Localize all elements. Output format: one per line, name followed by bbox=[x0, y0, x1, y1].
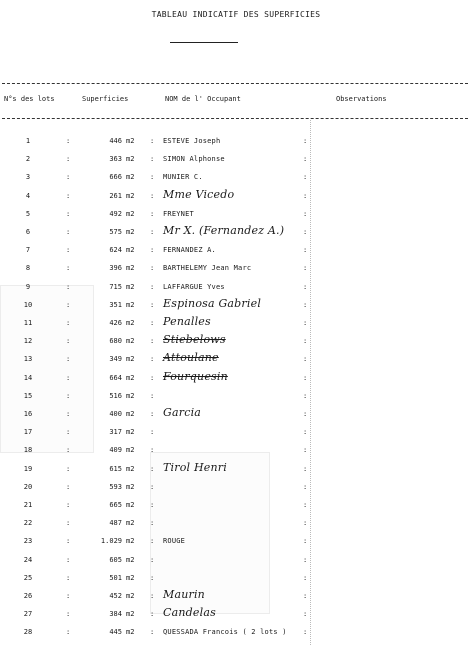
colon-separator: : bbox=[303, 155, 308, 164]
table-row bbox=[0, 606, 472, 628]
area-unit: m2 bbox=[126, 373, 135, 382]
area-unit: m2 bbox=[126, 519, 135, 528]
occupant-name: Tirol Henri bbox=[163, 460, 227, 474]
area-unit: m2 bbox=[126, 246, 135, 255]
lot-number: 2 bbox=[25, 155, 31, 164]
colon-separator: : bbox=[303, 446, 308, 455]
table-row bbox=[0, 501, 472, 519]
area-unit: m2 bbox=[126, 410, 135, 418]
colon-separator: : bbox=[150, 537, 155, 546]
colon-separator: : bbox=[303, 410, 308, 418]
colon-separator: : bbox=[150, 628, 155, 637]
occupant-name: ROUGE bbox=[163, 537, 186, 546]
title-underline bbox=[170, 42, 238, 43]
occupant-name: FERNANDEZ A. bbox=[163, 246, 216, 255]
colon-separator: : bbox=[66, 428, 71, 437]
area-unit: m2 bbox=[126, 282, 135, 291]
lot-area: 452 bbox=[109, 592, 122, 600]
colon-separator: : bbox=[66, 501, 71, 509]
colon-separator: : bbox=[66, 355, 71, 364]
area-unit: m2 bbox=[126, 137, 135, 145]
colon-separator: : bbox=[303, 628, 308, 637]
area-unit: m2 bbox=[126, 464, 135, 473]
area-unit: m2 bbox=[126, 355, 135, 364]
lot-number: 20 bbox=[23, 482, 33, 491]
lot-number: 26 bbox=[23, 592, 33, 600]
colon-separator: : bbox=[303, 537, 308, 546]
table-row bbox=[0, 296, 472, 319]
lot-number: 3 bbox=[25, 173, 31, 182]
header-surface: Superficies bbox=[82, 95, 129, 103]
occupant-name: Mme Vicedo bbox=[163, 187, 235, 201]
table-row bbox=[0, 246, 472, 264]
colon-separator: : bbox=[150, 373, 155, 382]
lot-area: 516 bbox=[109, 391, 122, 400]
table-row bbox=[0, 460, 472, 483]
lot-number: 12 bbox=[23, 337, 33, 346]
lot-area: 351 bbox=[109, 300, 122, 309]
lot-number: 24 bbox=[23, 555, 33, 564]
lot-number: 11 bbox=[23, 319, 33, 327]
table-row bbox=[0, 428, 472, 446]
lot-number: 14 bbox=[23, 373, 33, 382]
area-unit: m2 bbox=[126, 300, 135, 309]
area-unit: m2 bbox=[126, 155, 135, 164]
lot-number: 1 bbox=[25, 137, 31, 145]
colon-separator: : bbox=[66, 228, 71, 236]
occupant-name: Maurin bbox=[163, 588, 205, 601]
table-row bbox=[0, 556, 472, 574]
colon-separator: : bbox=[66, 137, 71, 145]
colon-separator: : bbox=[150, 482, 155, 491]
occupant-name: SIMON Alphonse bbox=[163, 155, 225, 164]
area-unit: m2 bbox=[126, 209, 135, 218]
area-unit: m2 bbox=[126, 264, 135, 273]
colon-separator: : bbox=[303, 246, 308, 255]
occupant-name: LAFFARGUE Yves bbox=[163, 282, 225, 291]
area-unit: m2 bbox=[126, 537, 135, 546]
lot-area: 396 bbox=[109, 264, 122, 273]
table-row bbox=[0, 588, 472, 610]
occupant-name: Mr X. (Fernandez A.) bbox=[163, 224, 285, 237]
colon-separator: : bbox=[150, 391, 155, 400]
colon-separator: : bbox=[303, 282, 308, 291]
lot-number: 6 bbox=[25, 228, 31, 236]
colon-separator: : bbox=[66, 373, 71, 382]
colon-separator: : bbox=[303, 337, 308, 346]
header-observations: Observations bbox=[336, 95, 387, 103]
lot-number: 22 bbox=[23, 519, 33, 528]
lot-area: 317 bbox=[109, 428, 122, 437]
colon-separator: : bbox=[150, 228, 155, 236]
lot-number: 4 bbox=[25, 191, 31, 200]
colon-separator: : bbox=[303, 264, 308, 273]
occupant-name: Stiebelows bbox=[163, 333, 226, 347]
colon-separator: : bbox=[66, 246, 71, 255]
colon-separator: : bbox=[303, 191, 308, 200]
occupant-name: Espinosa Gabriel bbox=[163, 296, 262, 310]
colon-separator: : bbox=[66, 173, 71, 182]
occupant-name: Attoulane bbox=[163, 351, 219, 365]
colon-separator: : bbox=[66, 519, 71, 528]
colon-separator: : bbox=[150, 555, 155, 564]
lot-area: 665 bbox=[109, 501, 122, 509]
lot-area: 487 bbox=[109, 519, 122, 528]
colon-separator: : bbox=[150, 173, 155, 182]
colon-separator: : bbox=[66, 209, 71, 218]
colon-separator: : bbox=[66, 191, 71, 200]
table-row bbox=[0, 369, 472, 392]
lot-area: 363 bbox=[109, 155, 122, 164]
lot-number: 25 bbox=[23, 573, 33, 582]
table-row bbox=[0, 392, 472, 410]
area-unit: m2 bbox=[126, 555, 135, 564]
lot-area: 445 bbox=[109, 628, 122, 637]
colon-separator: : bbox=[66, 573, 71, 582]
colon-separator: : bbox=[303, 573, 308, 582]
lot-area: 666 bbox=[109, 173, 122, 182]
lot-number: 23 bbox=[23, 537, 33, 546]
colon-separator: : bbox=[303, 428, 308, 437]
lot-area: 349 bbox=[109, 355, 122, 364]
occupant-name: Garcia bbox=[163, 406, 202, 419]
colon-separator: : bbox=[66, 482, 71, 491]
area-unit: m2 bbox=[126, 173, 135, 182]
table-row bbox=[0, 351, 472, 373]
occupant-name: Penalles bbox=[163, 315, 211, 328]
table-row bbox=[0, 574, 472, 592]
table-row bbox=[0, 264, 472, 282]
lot-number: 19 bbox=[23, 464, 33, 473]
area-unit: m2 bbox=[126, 228, 135, 236]
lot-area: 680 bbox=[109, 337, 122, 346]
header-bottom-rule bbox=[2, 118, 468, 119]
colon-separator: : bbox=[66, 464, 71, 473]
colon-separator: : bbox=[66, 319, 71, 327]
table-row bbox=[0, 224, 472, 246]
colon-separator: : bbox=[150, 446, 155, 455]
lot-area: 261 bbox=[109, 191, 122, 200]
colon-separator: : bbox=[150, 282, 155, 291]
colon-separator: : bbox=[303, 319, 308, 327]
colon-separator: : bbox=[150, 137, 155, 145]
colon-separator: : bbox=[150, 592, 155, 600]
colon-separator: : bbox=[150, 264, 155, 273]
area-unit: m2 bbox=[126, 337, 135, 346]
lot-number: 18 bbox=[23, 446, 33, 455]
colon-separator: : bbox=[150, 319, 155, 327]
colon-separator: : bbox=[303, 610, 308, 619]
lot-number: 8 bbox=[25, 264, 31, 273]
lot-number: 17 bbox=[23, 428, 33, 437]
colon-separator: : bbox=[150, 519, 155, 528]
colon-separator: : bbox=[66, 300, 71, 309]
colon-separator: : bbox=[303, 464, 308, 473]
table-row bbox=[0, 333, 472, 355]
table-row bbox=[0, 315, 472, 337]
colon-separator: : bbox=[150, 337, 155, 346]
lot-area: 593 bbox=[109, 482, 122, 491]
colon-separator: : bbox=[66, 610, 71, 619]
colon-separator: : bbox=[66, 337, 71, 346]
table-row bbox=[0, 187, 472, 210]
colon-separator: : bbox=[303, 209, 308, 218]
area-unit: m2 bbox=[126, 446, 135, 455]
colon-separator: : bbox=[303, 373, 308, 382]
header-lots: N°s des lots bbox=[4, 95, 55, 103]
lot-number: 9 bbox=[25, 282, 31, 291]
colon-separator: : bbox=[66, 155, 71, 164]
colon-separator: : bbox=[150, 355, 155, 364]
header-occupant: NOM de l' Occupant bbox=[165, 95, 241, 103]
colon-separator: : bbox=[66, 282, 71, 291]
colon-separator: : bbox=[66, 264, 71, 273]
lot-number: 13 bbox=[23, 355, 33, 364]
area-unit: m2 bbox=[126, 592, 135, 600]
colon-separator: : bbox=[150, 155, 155, 164]
document-title: TABLEAU INDICATIF DES SUPERFICIES bbox=[151, 10, 321, 19]
lot-number: 28 bbox=[23, 628, 33, 637]
lot-number: 27 bbox=[23, 610, 33, 619]
lot-number: 16 bbox=[23, 410, 33, 418]
area-unit: m2 bbox=[126, 428, 135, 437]
colon-separator: : bbox=[66, 446, 71, 455]
lot-area: 446 bbox=[109, 137, 122, 145]
colon-separator: : bbox=[303, 519, 308, 528]
table-row bbox=[0, 155, 472, 173]
colon-separator: : bbox=[150, 428, 155, 437]
colon-separator: : bbox=[66, 410, 71, 418]
colon-separator: : bbox=[303, 555, 308, 564]
area-unit: m2 bbox=[126, 573, 135, 582]
colon-separator: : bbox=[150, 501, 155, 509]
lot-area: 492 bbox=[109, 209, 122, 218]
area-unit: m2 bbox=[126, 628, 135, 637]
table-row bbox=[0, 137, 472, 155]
occupant-name: MUNIER C. bbox=[163, 173, 203, 182]
occupant-name: QUESSADA Francois ( 2 lots ) bbox=[163, 628, 287, 637]
colon-separator: : bbox=[303, 391, 308, 400]
colon-separator: : bbox=[303, 228, 308, 236]
lot-number: 21 bbox=[23, 501, 33, 509]
table-top-rule bbox=[2, 83, 468, 84]
table-row bbox=[0, 173, 472, 191]
table-row bbox=[0, 483, 472, 501]
colon-separator: : bbox=[66, 628, 71, 637]
colon-separator: : bbox=[303, 355, 308, 364]
area-unit: m2 bbox=[126, 482, 135, 491]
lot-number: 10 bbox=[23, 300, 33, 309]
occupant-name: BARTHELEMY Jean Marc bbox=[163, 264, 252, 273]
table-row bbox=[0, 537, 472, 555]
lot-area: 605 bbox=[109, 555, 122, 564]
area-unit: m2 bbox=[126, 610, 135, 619]
occupant-name: ESTEVE Joseph bbox=[163, 137, 221, 145]
lot-area: 400 bbox=[109, 410, 122, 418]
colon-separator: : bbox=[303, 137, 308, 145]
occupant-name: FREYNET bbox=[163, 209, 194, 218]
table-row bbox=[0, 406, 472, 428]
lot-area: 664 bbox=[109, 373, 122, 382]
colon-separator: : bbox=[150, 300, 155, 309]
colon-separator: : bbox=[303, 482, 308, 491]
colon-separator: : bbox=[150, 246, 155, 255]
lot-area: 426 bbox=[109, 319, 122, 327]
occupant-name: Candelas bbox=[163, 606, 216, 620]
lot-number: 5 bbox=[25, 209, 31, 218]
lot-area: 1.029 bbox=[100, 537, 122, 546]
lot-area: 409 bbox=[109, 446, 122, 455]
lot-area: 615 bbox=[109, 464, 122, 473]
colon-separator: : bbox=[303, 501, 308, 509]
table-row bbox=[0, 519, 472, 537]
colon-separator: : bbox=[150, 410, 155, 418]
colon-separator: : bbox=[150, 573, 155, 582]
lot-area: 575 bbox=[109, 228, 122, 236]
occupant-name: Fourquesin bbox=[163, 369, 228, 383]
lot-number: 15 bbox=[23, 391, 33, 400]
colon-separator: : bbox=[66, 592, 71, 600]
colon-separator: : bbox=[303, 592, 308, 600]
table-row bbox=[0, 446, 472, 464]
table-row bbox=[0, 628, 472, 646]
lot-area: 501 bbox=[109, 573, 122, 582]
lot-area: 624 bbox=[109, 246, 122, 255]
colon-separator: : bbox=[303, 173, 308, 182]
area-unit: m2 bbox=[126, 319, 135, 327]
colon-separator: : bbox=[66, 537, 71, 546]
lot-area: 715 bbox=[109, 282, 122, 291]
colon-separator: : bbox=[150, 464, 155, 473]
colon-separator: : bbox=[150, 610, 155, 619]
area-unit: m2 bbox=[126, 501, 135, 509]
colon-separator: : bbox=[303, 300, 308, 309]
colon-separator: : bbox=[66, 555, 71, 564]
lot-area: 384 bbox=[109, 610, 122, 619]
area-unit: m2 bbox=[126, 391, 135, 400]
colon-separator: : bbox=[150, 191, 155, 200]
colon-separator: : bbox=[150, 209, 155, 218]
area-unit: m2 bbox=[126, 191, 135, 200]
colon-separator: : bbox=[66, 391, 71, 400]
lot-number: 7 bbox=[25, 246, 31, 255]
